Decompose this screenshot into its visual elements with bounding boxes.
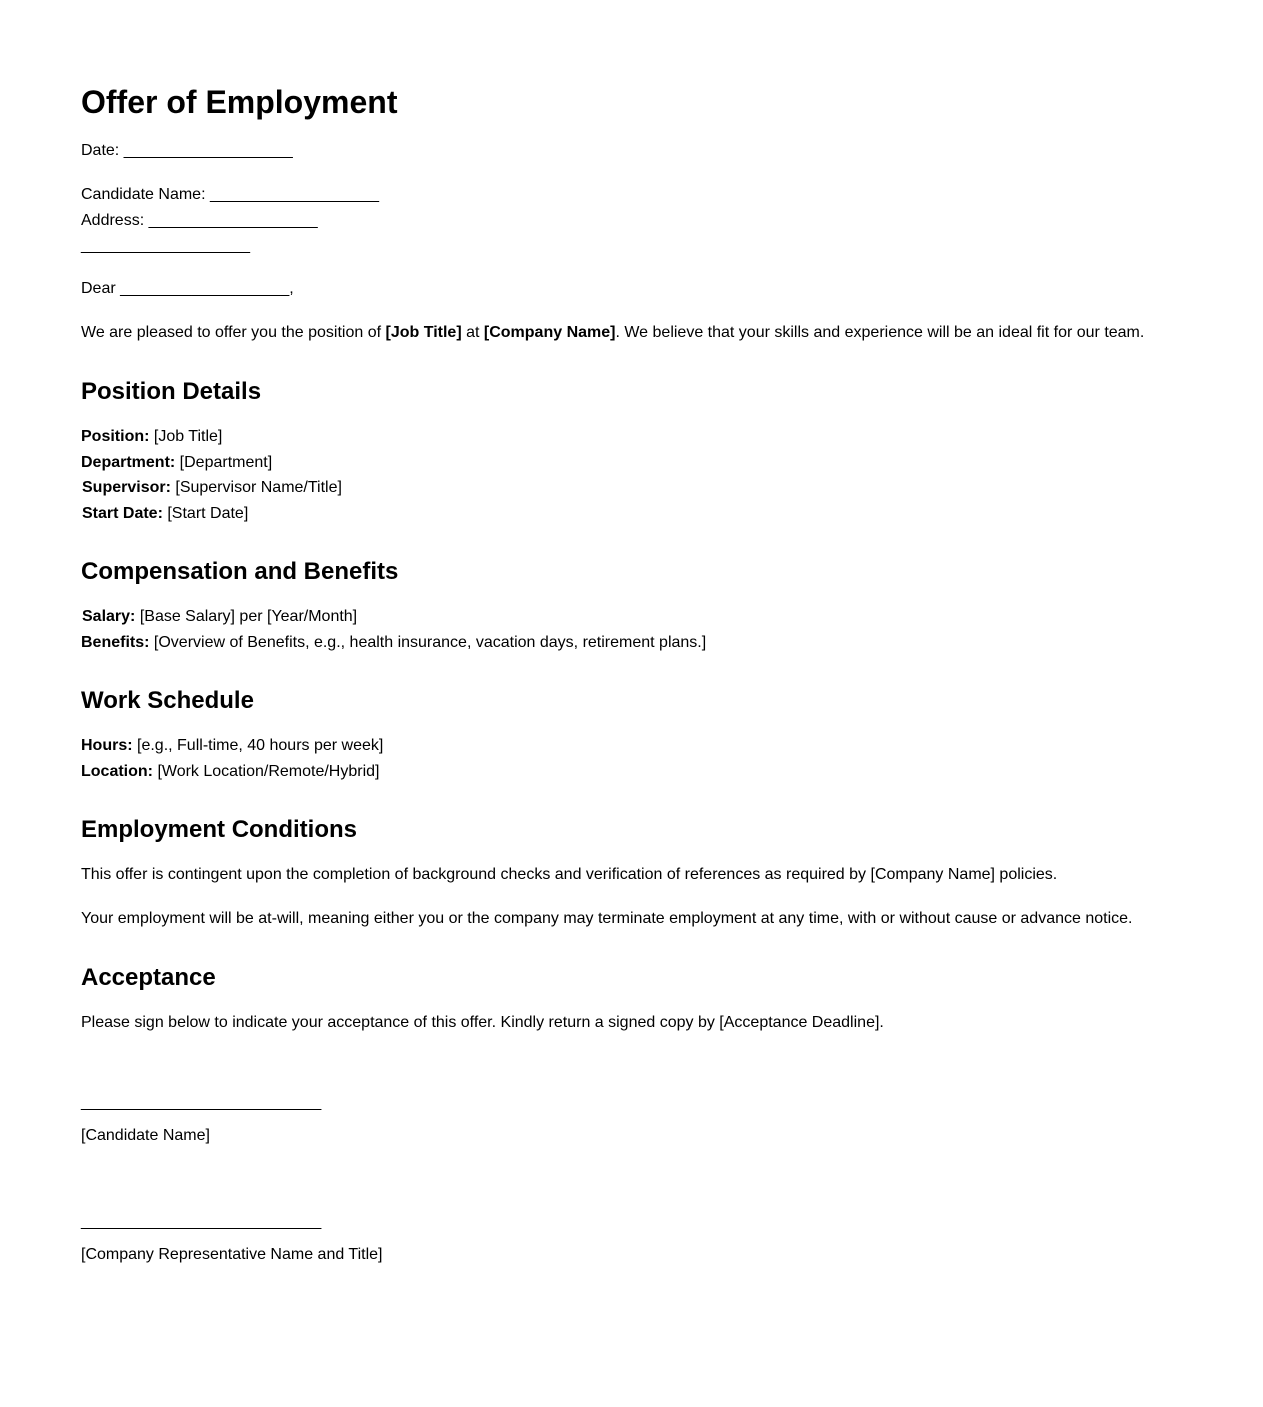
- detail-row-start-date: [81, 501, 342, 527]
- signature-name-company-rep: [Company Representative Name and Title]: [81, 1246, 383, 1263]
- address-field: [81, 208, 379, 234]
- intro-text-2: at: [461, 324, 484, 341]
- address-label: Address:: [81, 211, 145, 229]
- detail-row-location: [81, 759, 383, 785]
- date-label: Date:: [81, 142, 120, 159]
- intro-job-title: [Job Title]: [385, 324, 462, 341]
- detail-label: Department:: [81, 453, 176, 471]
- detail-row-benefits: [81, 630, 706, 656]
- intro-text-3: . We believe that your skills and experience will be an ideal fit for our team.: [615, 324, 1145, 341]
- signature-line-company-rep: ___________________________: [81, 1213, 322, 1230]
- detail-value: [Start Date]: [162, 504, 249, 522]
- detail-row-department: [81, 450, 342, 476]
- salutation: [81, 276, 294, 302]
- salutation-suffix: ,: [289, 280, 294, 297]
- date-blank: ___________________: [123, 142, 293, 159]
- detail-label: Start Date:: [82, 504, 163, 522]
- detail-value: [e.g., Full-time, 40 hours per week]: [132, 737, 384, 754]
- work-schedule-list: [81, 733, 383, 784]
- page-title: Offer of Employment: [81, 84, 398, 120]
- salutation-blank: ___________________: [120, 280, 290, 297]
- detail-value: [Base Salary] per [Year/Month]: [135, 608, 358, 625]
- detail-label: Benefits:: [81, 633, 150, 651]
- section-heading-employment-conditions: Employment Conditions: [81, 816, 357, 843]
- section-heading-position-details: Position Details: [81, 378, 262, 405]
- intro-text-1: We are pleased to offer you the position of: [81, 324, 386, 341]
- address-blank: ___________________: [148, 211, 318, 229]
- detail-label: Position:: [81, 428, 150, 445]
- signature-line-candidate: ___________________________: [81, 1094, 322, 1111]
- detail-value: [Overview of Benefits, e.g., health insurance, vacation days, retirement plans.]: [149, 633, 707, 651]
- conditions-paragraph-background-check: This offer is contingent upon the completion of background checks and verification of references as required by [Company Name] policies.: [81, 866, 1058, 883]
- detail-row-salary: [81, 604, 706, 630]
- address-line2-blank: ___________________: [81, 237, 251, 255]
- detail-label: Location:: [81, 762, 153, 780]
- detail-label: Hours:: [81, 737, 133, 754]
- section-heading-compensation: Compensation and Benefits: [81, 558, 399, 585]
- detail-value: [Supervisor Name/Title]: [170, 479, 342, 497]
- detail-row-hours: [81, 733, 383, 759]
- position-details-list: [81, 424, 342, 526]
- compensation-list: [81, 604, 706, 655]
- candidate-name-label: Candidate Name:: [81, 186, 206, 203]
- candidate-name-blank: ___________________: [209, 186, 380, 203]
- detail-row-supervisor: [81, 475, 342, 501]
- detail-value: [Job Title]: [149, 428, 223, 445]
- conditions-paragraph-at-will: Your employment will be at-will, meaning either you or the company may terminate employment at any time, with or without cause or advance notice.: [81, 910, 1133, 927]
- detail-value: [Department]: [175, 453, 273, 471]
- detail-value: [Work Location/Remote/Hybrid]: [153, 762, 380, 780]
- detail-label: Salary:: [82, 608, 136, 625]
- signature-name-candidate: [Candidate Name]: [81, 1127, 210, 1144]
- acceptance-paragraph: Please sign below to indicate your acceptance of this offer. Kindly return a signed copy by [Acceptance Deadline].: [81, 1014, 884, 1031]
- section-heading-acceptance: Acceptance: [81, 964, 216, 991]
- candidate-name-field: [81, 182, 379, 208]
- intro-company-name: [Company Name]: [483, 324, 616, 341]
- intro-paragraph: [81, 320, 1144, 346]
- date-field: [81, 138, 293, 164]
- detail-label: Supervisor:: [82, 479, 171, 497]
- address-line2-field: [81, 233, 379, 259]
- candidate-info: [81, 182, 379, 259]
- section-heading-work-schedule: Work Schedule: [81, 687, 254, 714]
- detail-row-position: [81, 424, 342, 450]
- salutation-prefix: Dear: [81, 280, 116, 297]
